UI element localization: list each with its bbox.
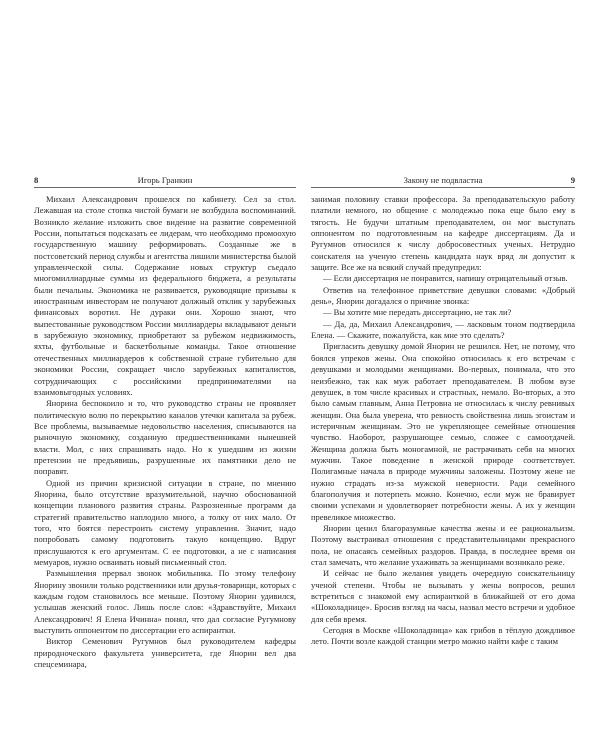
paragraph: Размышления прервал звонок мобильника. По этому телефону Янорину звонили только родственники или друзья-товарищи, которых с каждым годом становилось все меньше. Поэтому Янорин удивился, услышав женский голос. Лишь после слов: «Здравствуйте, Михаил Александрович! Я Елена Ичинна» понял, что дал согласие Ругумнову выступить оппонентом по диссертации его аспирантки.: [34, 568, 296, 636]
right-running-head: Закону не подвластна: [403, 175, 483, 185]
left-page-header: [34, 174, 296, 188]
right-page-body: [311, 194, 575, 648]
left-page: [34, 174, 296, 670]
paragraph: И сейчас не было желания увидеть очередную соискательницу ученой степени. Чтобы не вызывать у жены вопросов, решил встретиться с знакомой ему аспиранткой в ближайшей от его дома «Шоколаднице». Бросив взгляд на часы, назвал место встречи и удобное для себя время.: [311, 568, 575, 624]
paragraph: — Да, да, Михаил Александрович, — ласковым тоном подтвердила Елена. — Скажите, пожалуйста, как мне это сделать?: [311, 318, 575, 341]
right-page: [311, 174, 575, 648]
paragraph: Янорин ценил благоразумные качества жены и ее рациональизм. Поэтому выстраивал отношения с представительницами прекрасного пола, не опасаясь семейных раздоров. Правда, в последнее время он стал замечать, что желание ухаживать за женщинами возникало реже.: [311, 522, 575, 567]
paragraph: Ответив на телефонное приветствие девушки словами: «Добрый день», Янорин догадался о причине звонка:: [311, 284, 575, 307]
paragraph: Пригласить девушку домой Янорин не решился. Нет, не потому, что боялся упреков жены. Она спокойно относилась к его встречам с девушками и молодыми женщинами. Во-первых, понимала, что это неизбежно, так как муж работает преподавателем. В любом вузе девушек, в том числе красивых и страстных, немало. Во-вторых, а это было самым главным, Анна Петровна не относилась к числу ревнивых женщин. Она была уверена, что ревность свойственна лишь эгоистам и истеричным женщинам. Это не укрепляющее семейные отношения чувство. Наоборот, разрушающее семью, сложее с самоотдачей. Женщина должна быть моногамной, не растрачивать себя на многих мужчин. Такое поведение в женской природе соответствует. Полигамные начала в природе мужчины заложены. Поэтому жене не нужно страдать из-за мужской неверности. Ради семейного благополучия и потерпеть можно. Конечно, если муж не бравирует своими успехами и удовлетворяет потребности жены. А их у женщин превеликое множество.: [311, 341, 575, 522]
paragraph: Михаил Александрович прошелся по кабинету. Сел за стол. Лежавшая на столе стопка чистой бумаги не возбудила воспоминаний. Возникло желание изложить свое видение на развитие современной России, попытаться подсказать ее лидерам, что необходимо промоохую государственную машину реформировать. Созданные же в постсоветский период службы и агентства лишили министерства былой управленческой силы. Содержание новых структур съедало многомиллиардные суммы из федерального бюджета, а результаты были печальны. Экономика не развивается, руководящие призывы к иностранным инвесторам не получают должный отклик у зарубежных финансовых воротил. Не дураки они. Хорошо знают, что выпестованные руководством России миллиардеры вкладывают деньги в зарубежную экономику, приобретают за рубежом недвижимость, яхты, футбольные и баскетбольные команды. Такое отношение отечественных миллиардеров к собственной стране губительно для экономики России, сокращает число зарубежных капиталистов, сотрудничающих с российскими предпринимателями на взаимовыгодных условиях.: [34, 194, 296, 397]
paragraph: Виктор Семенович Ругумнов был руководителем кафедры природноческого факультета университета, где Янорин вел два спецсеминара,: [34, 636, 296, 670]
paragraph: Сегодня в Москве «Шоколадница» как грибов в тёплую дождливое лето. Почти возле каждой станции метро можно найти кафе с таким: [311, 625, 575, 647]
left-page-number: 8: [34, 175, 39, 185]
paragraph: занимая половину ставки профессора. За преподавательскую работу платили немного, но общение с молодежью пока еще было ему в тягость. Не будучи штатным преподавателем, он мог выступать оппонентом по подготовленным на кафедре диссертациям. Да и Ругумнов относился к числу добросовестных ученых. Нетрудно соискателя на ученую степень кандидата наук вряд ли допустит к защите. Все же на всякий случай предупредил:: [311, 194, 575, 273]
left-page-body: [34, 194, 296, 670]
paragraph: — Если диссертация не понравится, напишу отрицательный отзыв.: [323, 273, 568, 284]
paragraph: Янорина беспокоило и то, что руководство страны не проявляет политическую волю по перекрытию каналов утечки капитала за рубеж. Все проблемы, вызываемые недовольство населения, списываются на рыночную экономику, созданную предшественниками нынешней власти. Мол, с них спрашивать надо. Но к ушедшим из жизни претензии не предъявишь, разрушенные их памятники дело не поправят.: [34, 398, 296, 477]
left-running-head: Игорь Гранкин: [137, 175, 193, 185]
right-page-number: 9: [570, 175, 575, 185]
right-page-header: [311, 174, 575, 188]
paragraph: — Вы хотите мне передать диссертацию, не так ли?: [323, 307, 512, 318]
paragraph: Одной из причин кризисной ситуации в стране, по мнению Янорина, было отсутствие вразумительной, научно обоснованной концепции планового развития страны. Разрозненные программ да стратегий правительство наплодило много, а толку от них мало. От того, что боятся перестроить систему управления. Значит, надо попробовать самому подготовить такую концепцию. Вдруг прислушаются к его аргументам. С ее подготовки, а не с написания мемуаров, нужно осваивать новый письменный стол.: [34, 477, 296, 567]
